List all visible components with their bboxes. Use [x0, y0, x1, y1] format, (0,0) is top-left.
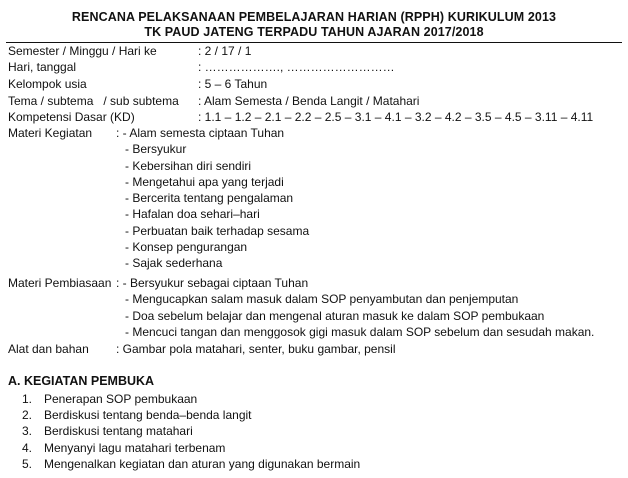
list-item	[22, 456, 360, 472]
materi-pembiasaan-list	[116, 275, 594, 340]
info-label: Kompetensi Dasar (KD)	[8, 110, 135, 124]
list-text: Berdiskusi tentang matahari	[44, 424, 193, 439]
list-item	[22, 440, 360, 456]
list-item: - Hafalan doa sehari–hari	[125, 207, 260, 222]
info-label: Kelompok usia	[8, 77, 87, 91]
list-item	[22, 423, 360, 439]
list-item: - Bersyukur	[125, 142, 187, 157]
list-text: Berdiskusi tentang benda–benda langit	[44, 408, 252, 423]
alat-bahan-value: : Gambar pola matahari, senter, buku gambar, pensil	[116, 342, 396, 356]
list-item: - Perbuatan baik terhadap sesama	[125, 223, 310, 238]
info-value: : Alam Semesta / Benda Langit / Matahari	[198, 94, 420, 108]
list-number: 5.	[22, 456, 33, 471]
alat-bahan-label: Alat dan bahan	[8, 342, 89, 356]
list-number: 3.	[22, 424, 33, 439]
info-value: : 1.1 – 1.2 – 2.1 – 2.2 – 2.5 – 3.1 – 4.1 – 3.2 – 4.2 – 3.5 – 4.5 – 3.11 – 4.11	[198, 110, 594, 124]
info-label: Hari, tanggal	[8, 60, 77, 74]
list-number: 4.	[22, 440, 33, 455]
header-divider	[6, 42, 622, 43]
kegiatan-pembuka-list	[22, 391, 360, 472]
list-item: - Sajak sederhana	[125, 256, 223, 271]
list-item: - Mengucapkan salam masuk dalam SOP penyambutan dan penjemputan	[125, 292, 519, 307]
info-label: Tema / subtema / sub subtema	[8, 94, 179, 108]
list-item: : - Alam semesta ciptaan Tuhan	[116, 126, 285, 140]
list-item: : - Bersyukur sebagai ciptaan Tuhan	[116, 276, 309, 290]
list-item: - Bercerita tentang pengalaman	[125, 191, 294, 206]
info-value: : 5 – 6 Tahun	[198, 77, 268, 91]
list-text: Mengenalkan kegiatan dan aturan yang digunakan bermain	[44, 456, 361, 471]
info-value: : ………………., ………………………	[198, 60, 395, 74]
list-item	[22, 391, 360, 407]
info-label: Semester / Minggu / Hari ke	[8, 44, 157, 58]
list-item	[22, 407, 360, 423]
kegiatan-pembuka-heading: A. KEGIATAN PEMBUKA	[8, 374, 155, 388]
list-item: - Mencuci tangan dan menggosok gigi masuk dalam SOP sebelum dan sesudah makan.	[125, 324, 595, 339]
materi-kegiatan-list	[116, 125, 309, 272]
document-subtitle: TK PAUD JATENG TERPADU TAHUN AJARAN 2017/2018	[144, 25, 484, 39]
info-value: : 2 / 17 / 1	[198, 44, 252, 58]
materi-pembiasaan-label: Materi Pembiasaan	[8, 276, 112, 290]
list-item: - Doa sebelum belajar dan mengenal aturan masuk ke dalam SOP pembukaan	[125, 308, 545, 323]
list-number: 2.	[22, 408, 33, 423]
list-text: Menyanyi lagu matahari terbenam	[44, 440, 226, 455]
list-number: 1.	[22, 392, 33, 406]
list-item: - Konsep pengurangan	[125, 240, 248, 255]
list-text: Penerapan SOP pembukaan	[44, 392, 198, 406]
materi-kegiatan-label: Materi Kegiatan	[8, 126, 93, 140]
list-item: - Mengetahui apa yang terjadi	[125, 174, 284, 189]
document-title: RENCANA PELAKSANAAN PEMBELAJARAN HARIAN (RPPH) KURIKULUM 2013	[71, 10, 557, 24]
list-item: - Kebersihan diri sendiri	[125, 158, 252, 173]
